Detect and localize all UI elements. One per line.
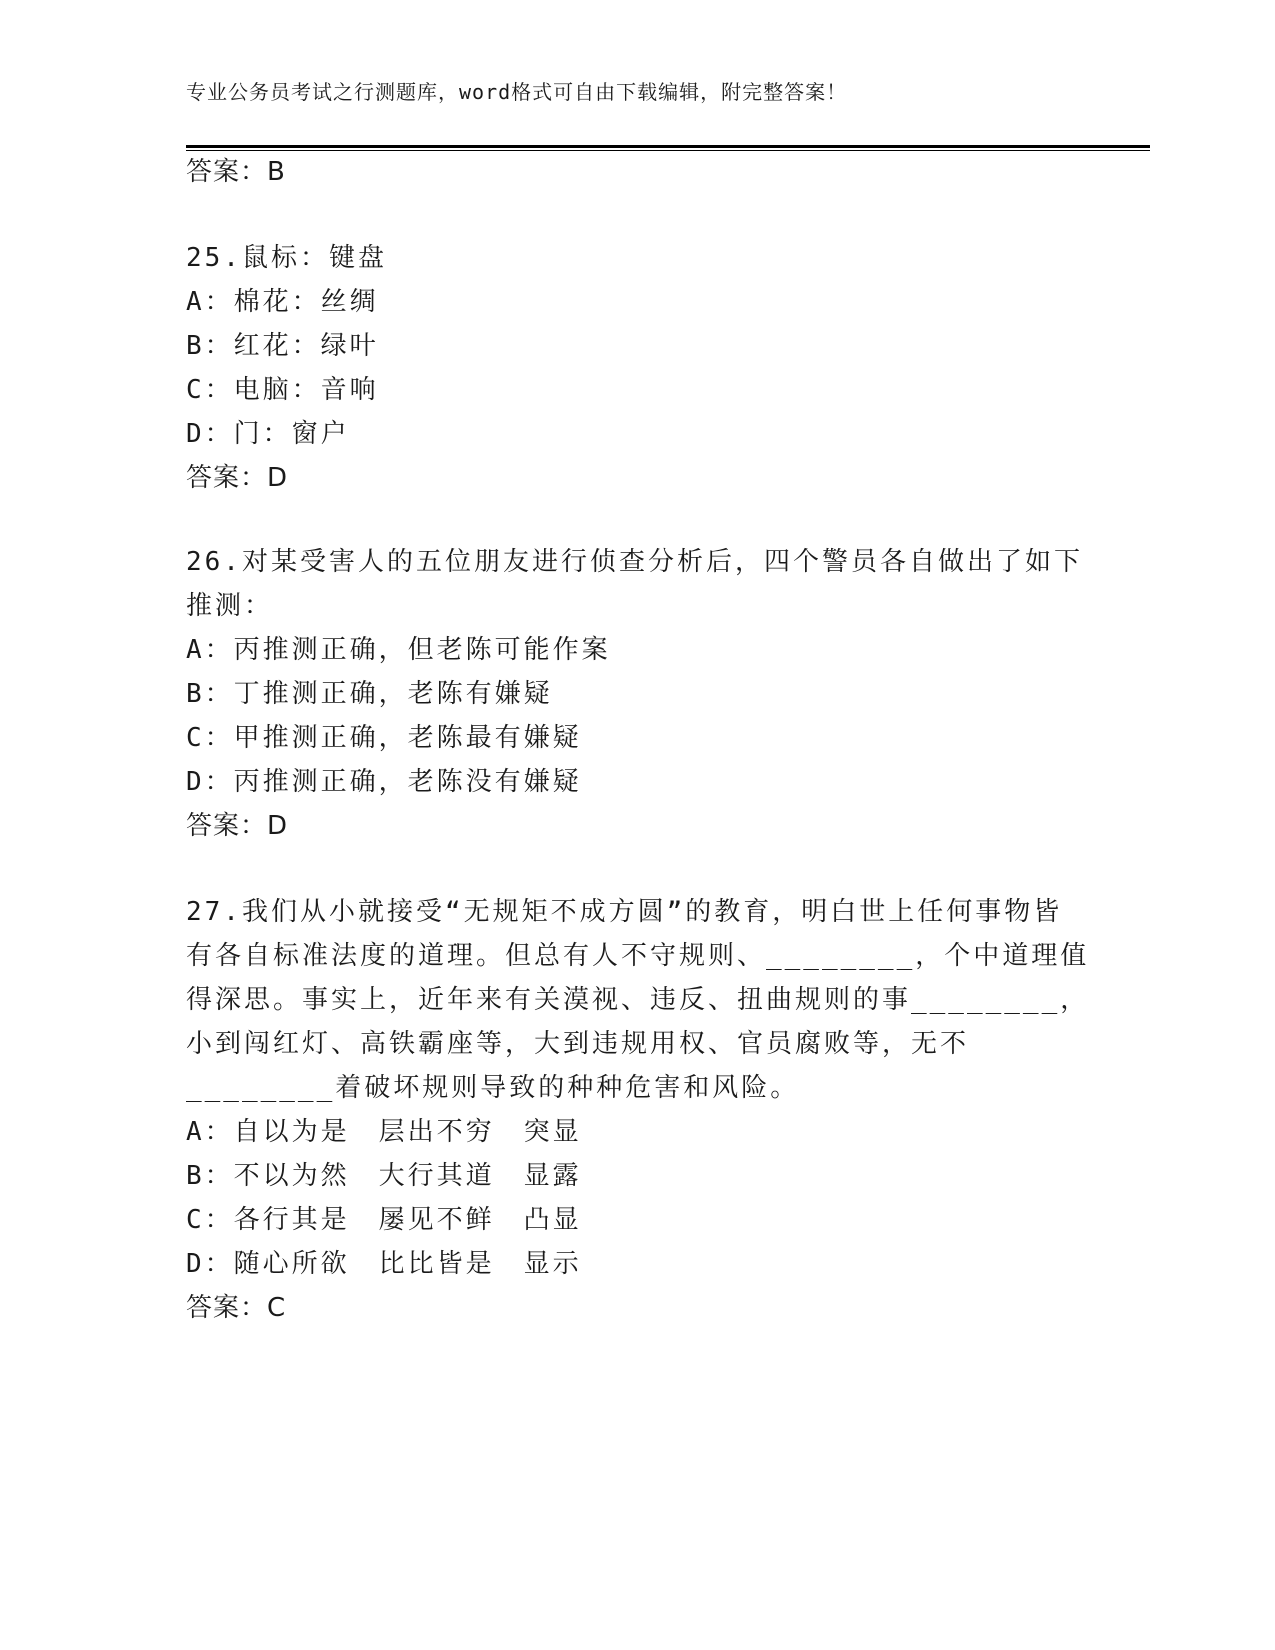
page-header: 专业公务员考试之行测题库，word格式可自由下载编辑，附完整答案！ <box>186 80 848 104</box>
question-stem-line: 推测： <box>186 591 274 621</box>
option-b: B：不以为然 大行其道 显露 <box>186 1161 582 1191</box>
answer-line: 答案：D <box>186 463 289 493</box>
option-b: B：丁推测正确，老陈有嫌疑 <box>186 679 553 709</box>
question-stem-line: 27.我们从小就接受“无规矩不成方圆”的教育，明白世上任何事物皆 <box>186 897 1063 927</box>
question-stem-line: 有各自标准法度的道理。但总有人不守规则、________，个中道理值 <box>186 941 1090 971</box>
question-stem: 25.鼠标：键盘 <box>186 243 387 273</box>
option-d: D：随心所欲 比比皆是 显示 <box>186 1249 582 1279</box>
option-c: C：各行其是 屡见不鲜 凸显 <box>186 1205 582 1235</box>
answer-line: 答案：C <box>186 1293 287 1323</box>
answer-line: 答案：D <box>186 811 289 841</box>
option-a: A：自以为是 层出不穷 突显 <box>186 1117 582 1147</box>
option-d: D：丙推测正确，老陈没有嫌疑 <box>186 767 582 797</box>
question-stem-line: 26.对某受害人的五位朋友进行侦查分析后，四个警员各自做出了如下 <box>186 547 1083 577</box>
header-rule-thin <box>186 150 1150 151</box>
option-c: C：甲推测正确，老陈最有嫌疑 <box>186 723 582 753</box>
question-stem-line: 得深思。事实上，近年来有关漠视、违反、扭曲规则的事________， <box>186 985 1090 1015</box>
option-c: C：电脑：音响 <box>186 375 379 405</box>
answer-line: 答案：B <box>186 157 286 187</box>
question-stem-line: ________着破坏规则导致的种种危害和风险。 <box>186 1073 800 1103</box>
option-d: D：门：窗户 <box>186 419 350 449</box>
option-a: A：棉花：丝绸 <box>186 287 379 317</box>
question-stem-line: 小到闯红灯、高铁霸座等，大到违规用权、官员腐败等，无不 <box>186 1029 970 1059</box>
header-rule <box>186 145 1150 148</box>
option-b: B：红花：绿叶 <box>186 331 379 361</box>
option-a: A：丙推测正确，但老陈可能作案 <box>186 635 611 665</box>
